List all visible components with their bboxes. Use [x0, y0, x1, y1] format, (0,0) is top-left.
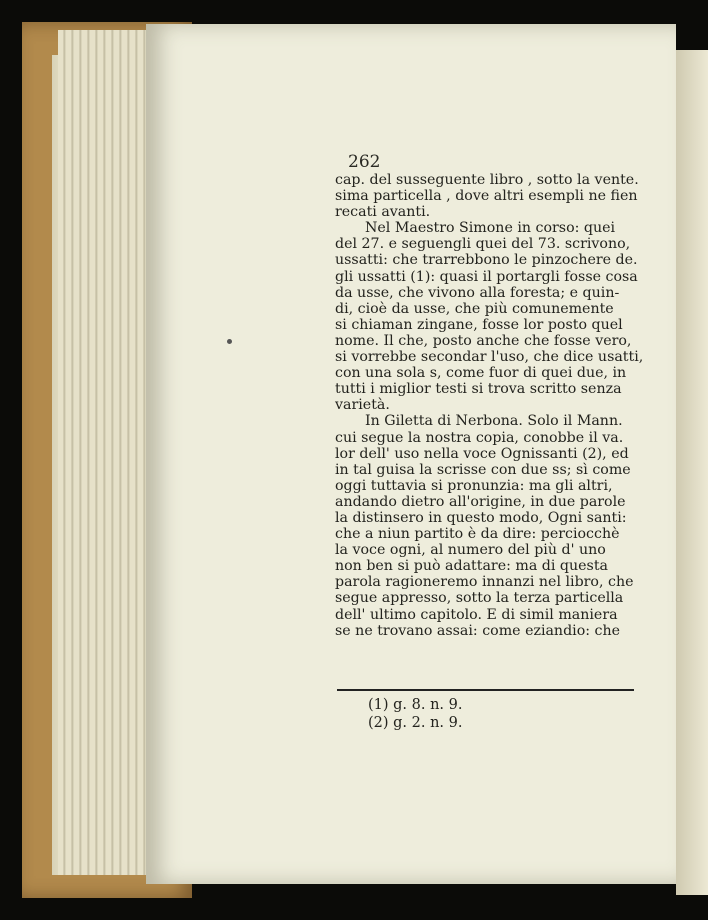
text-line: parola ragioneremo innanzi nel libro, che	[335, 574, 634, 591]
text-line: segue appresso, sotto la terza particella	[335, 590, 624, 607]
text-line: del 27. e seguengli quei del 73. scrivono,	[335, 236, 631, 253]
footnote: (1) g. 8. n. 9.	[368, 697, 463, 713]
text-line: si vorrebbe secondar l'uso, che dice usatti,	[335, 349, 644, 366]
text-line: tutti i miglior testi si trova scritto senza	[335, 381, 622, 398]
text-line: cui segue la nostra copia, conobbe il va.	[335, 429, 624, 446]
text-line: andando dietro all'origine, in due parole	[335, 493, 626, 510]
text-line: In Giletta di Nerbona. Solo il Mann.	[365, 413, 623, 430]
text-line: sima particella , dove altri esempli ne fien	[335, 188, 638, 205]
text-line: varietà.	[335, 397, 390, 414]
text-line: che a niun partito è da dire: perciocchè	[335, 526, 620, 543]
text-line: recati avanti.	[335, 204, 431, 221]
text-line: la distinsero in questo modo, Ogni santi:	[335, 509, 627, 526]
text-line: dell' ultimo capitolo. E di simil maniera	[335, 606, 618, 623]
text-line: gli ussatti (1): quasi il portargli fosse cosa	[335, 268, 638, 285]
text-line: ussatti: che trarrebbono le pinzochere de.	[335, 252, 638, 269]
text-line: non ben si può adattare: ma di questa	[335, 558, 608, 575]
ink-spot	[227, 339, 232, 344]
footnotes	[368, 696, 462, 732]
footnote-rule	[337, 689, 634, 691]
text-line: in tal guisa la scrisse con due ss; sì come	[335, 461, 631, 478]
text-line: da usse, che vivono alla foresta; e quin-	[335, 284, 620, 301]
body-text	[335, 172, 647, 639]
facing-page-edge	[676, 50, 708, 895]
text-line: di, cioè da usse, che più comunemente	[335, 300, 614, 317]
text-line: nome. Il che, posto anche che fosse vero,	[335, 332, 632, 349]
text-line: la voce ogni, al numero del più d' uno	[335, 542, 606, 559]
text-line: Nel Maestro Simone in corso: quei	[365, 220, 616, 237]
footnote: (2) g. 2. n. 9.	[368, 715, 463, 731]
text-line: si chiaman zingane, fosse lor posto quel	[335, 316, 623, 333]
text-line: se ne trovano assai: come eziandio: che	[335, 622, 621, 639]
text-line: con una sola s, come fuor di quei due, in	[335, 365, 627, 382]
text-line: cap. del susseguente libro , sotto la vente.	[335, 172, 639, 188]
text-line: oggi tuttavia si pronunzia: ma gli altri,	[335, 477, 613, 494]
page-number: 262	[348, 152, 381, 172]
text-line: lor dell' uso nella voce Ognissanti (2), ed	[335, 445, 629, 462]
